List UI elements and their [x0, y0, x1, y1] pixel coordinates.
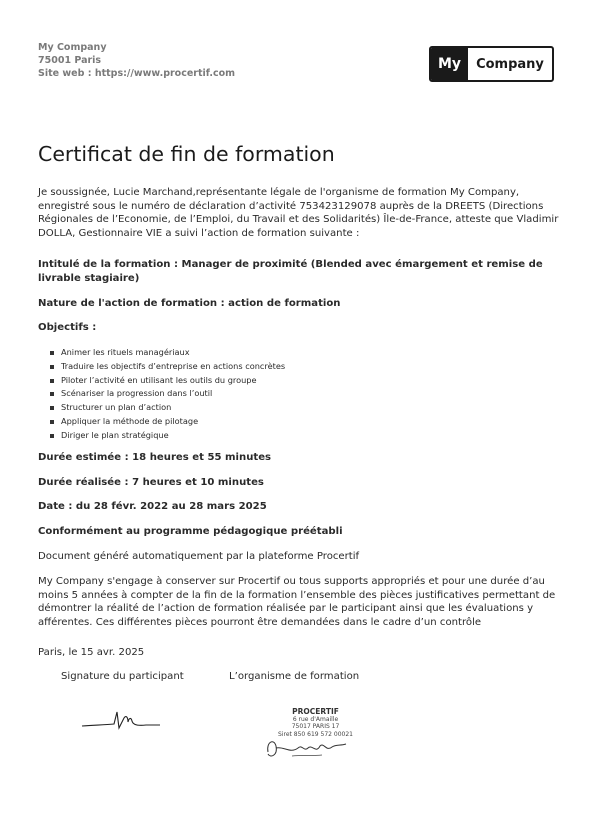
- formation-title: Intitulé de la formation : Manager de proximité (Blended avec émargement et remise de livrable stagiaire): [38, 259, 543, 284]
- participant-signature-label: Signature du participant: [61, 671, 184, 682]
- bullet-icon: [50, 379, 54, 383]
- actual-duration: Durée réalisée : 7 heures et 10 minutes: [38, 477, 264, 488]
- formation-nature: Nature de l'action de formation : action de formation: [38, 298, 341, 309]
- bullet-icon: [50, 365, 54, 369]
- list-item: Animer les rituels managériaux: [50, 346, 285, 360]
- list-item: Traduire les objectifs d’entreprise en actions concrètes: [50, 360, 285, 374]
- place-date: Paris, le 15 avr. 2025: [38, 647, 145, 658]
- generated-note: Document généré automatiquement par la plateforme Procertif: [38, 551, 360, 562]
- company-header: [38, 41, 235, 80]
- bullet-icon: [50, 406, 54, 410]
- training-dates: Date : du 28 févr. 2022 au 28 mars 2025: [38, 501, 267, 512]
- stamp-city: 75017 PARIS 17: [291, 723, 340, 730]
- page-title: Certificat de fin de formation: [38, 142, 335, 166]
- company-name: My Company: [38, 42, 107, 53]
- stamp-name: PROCERTIF: [292, 707, 339, 716]
- objectives-list: [50, 346, 285, 443]
- estimated-duration: Durée estimée : 18 heures et 55 minutes: [38, 452, 272, 463]
- list-item: Diriger le plan stratégique: [50, 429, 285, 443]
- list-item: Appliquer la méthode de pilotage: [50, 415, 285, 429]
- organisation-signature-label: L’organisme de formation: [229, 671, 360, 682]
- engagement-paragraph: My Company s'engage à conserver sur Procertif ou tous supports appropriés et pour une durée d’au moins 5 années à compter de la fin de la formation l’ensemble des pièces justificatives permettant de démontrer la réalité de l’action de formation réalisée par le participant ainsi que les évaluations y afférentes. Ces différentes pièces pourront être demandées dans le cadre d’un contrôle: [38, 576, 556, 628]
- company-website: Site web : https://www.procertif.com: [38, 68, 236, 79]
- bullet-icon: [50, 434, 54, 438]
- list-item: Piloter l’activité en utilisant les outils du groupe: [50, 374, 285, 388]
- organisation-signature-icon: [262, 732, 354, 762]
- list-item: Structurer un plan d’action: [50, 401, 285, 415]
- objectives-label: Objectifs :: [38, 322, 97, 333]
- participant-signature-icon: [80, 706, 164, 736]
- bullet-icon: [50, 351, 54, 355]
- logo-company: Company: [476, 56, 544, 72]
- stamp-siret: Siret 850 619 572 00021: [278, 730, 353, 738]
- company-logo: [429, 46, 554, 82]
- stamp-address: 6 rue d'Amaille: [292, 715, 339, 723]
- company-city: 75001 Paris: [38, 55, 102, 66]
- bullet-icon: [50, 392, 54, 396]
- intro-paragraph: Je soussignée, Lucie Marchand,représentante légale de l'organisme de formation My Company, enregistré sous le numéro de déclaration d’activité 753423129078 auprès de la DREETS (Directions Régionales de l’Economie, de l’Emploi, du Travail et des Solidarités) Île-de-France, atteste que Vladimir DOLLA, Gestionnaire VIE a suivi l’action de formation suivante :: [38, 187, 559, 239]
- bullet-icon: [50, 420, 54, 424]
- conformity-statement: Conformément au programme pédagogique préétabli: [38, 526, 343, 537]
- logo-my: My: [431, 48, 468, 80]
- list-item: Scénariser la progression dans l’outil: [50, 387, 285, 401]
